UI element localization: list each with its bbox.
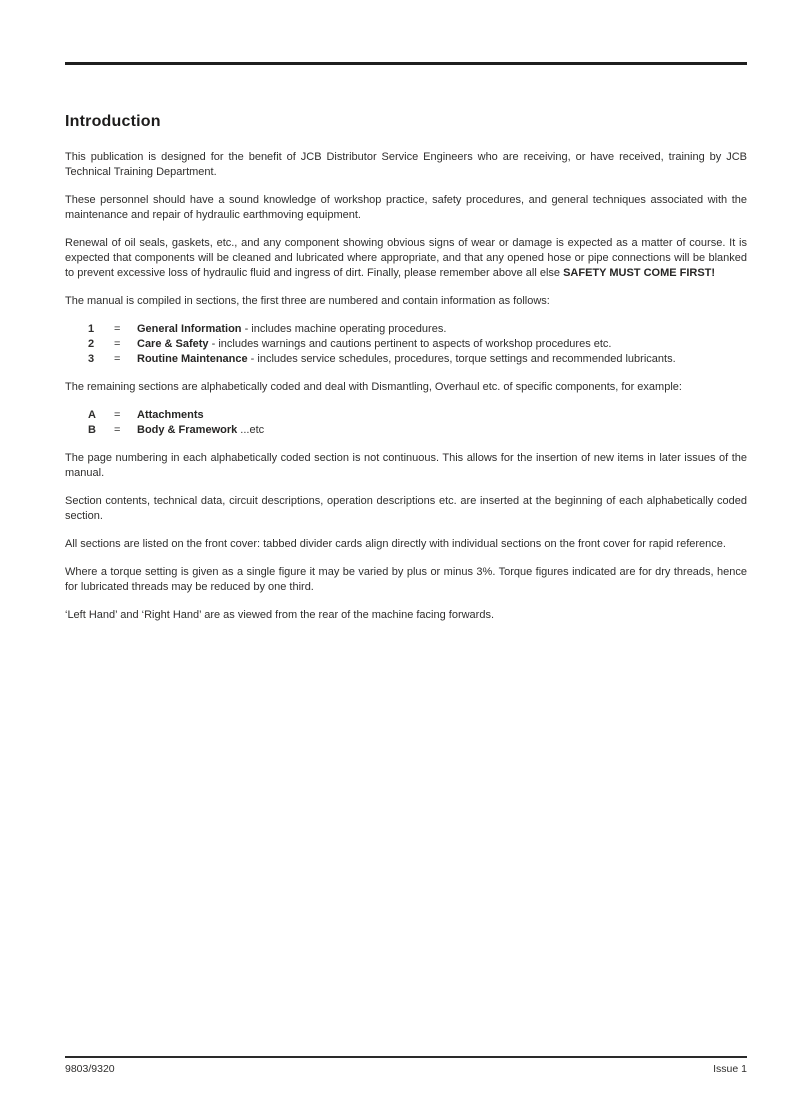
list-item-letter: B: [88, 424, 96, 436]
lettered-section-list: [65, 408, 747, 438]
paragraph-front-cover: All sections are listed on the front cover: tabbed divider cards align directly with individual sections on the front cover for rapid reference.: [65, 538, 726, 550]
list-item-desc: ...etc: [237, 424, 265, 436]
list-item-number: 3: [88, 353, 95, 365]
paragraph-publication: This publication is designed for the benefit of JCB Distributor Service Engineers who are receiving, or have received, training by JCB Technical Training Department.: [65, 151, 747, 178]
list-item-number: 2: [88, 338, 95, 350]
footer-publication-number: 9803/9320: [65, 1063, 115, 1075]
list-item-label: General Information: [137, 323, 242, 335]
list-item-text: [137, 352, 747, 367]
page-title: Introduction: [65, 113, 161, 130]
list-item-attachments: [65, 408, 747, 423]
paragraph-compiled: The manual is compiled in sections, the first three are numbered and contain information as follows:: [65, 295, 550, 307]
list-item-desc: - includes warnings and cautions pertinent to aspects of workshop procedures etc.: [208, 338, 612, 350]
equals-sign: =: [114, 424, 121, 436]
list-item-text: [137, 337, 747, 352]
paragraph-personnel: These personnel should have a sound knowledge of workshop practice, safety procedures, and general techniques associated with the maintenance and repair of hydraulic earthmoving equipment.: [65, 194, 747, 221]
list-item-general-information: [65, 322, 747, 337]
list-item-letter: A: [88, 409, 96, 421]
list-item-text: [137, 408, 747, 423]
footer-rule: [65, 1056, 747, 1058]
top-rule: [65, 62, 747, 65]
list-item-care-safety: [65, 337, 747, 352]
footer: [65, 1062, 747, 1076]
list-item-routine-maintenance: [65, 352, 747, 367]
list-item-label: Attachments: [137, 409, 204, 421]
paragraph-torque: Where a torque setting is given as a single figure it may be varied by plus or minus 3%. Torque figures indicated are for dry threads, hence for lubricated threads may be reduced by one third.: [65, 566, 747, 593]
footer-issue: Issue 1: [713, 1063, 747, 1075]
list-item-label: Routine Maintenance: [137, 353, 248, 365]
numbered-section-list: [65, 322, 747, 367]
list-item-text: [137, 423, 747, 438]
safety-emphasis: SAFETY MUST COME FIRST!: [563, 267, 716, 279]
list-item-desc: - includes service schedules, procedures, torque settings and recommended lubricants.: [247, 353, 676, 365]
paragraph-hands: ‘Left Hand’ and ‘Right Hand’ are as viewed from the rear of the machine facing forwards.: [65, 609, 495, 621]
paragraph-section-contents: Section contents, technical data, circuit descriptions, operation descriptions etc. are inserted at the beginning of each alphabetically coded section.: [65, 495, 747, 522]
equals-sign: =: [114, 323, 121, 335]
list-item-body-framework: [65, 423, 747, 438]
paragraph-renewal-text: Renewal of oil seals, gaskets, etc., and any component showing obvious signs of wear or damage is expected as a matter of course. It is expected that components will be cleaned and lubricated where appropriate, and that any opened hose or pipe connections will be blanked to prevent excessive loss of hydraulic fluid and ingress of dirt. Finally, please remember above all else: [65, 237, 747, 279]
equals-sign: =: [114, 353, 121, 365]
page-content: [65, 112, 747, 636]
equals-sign: =: [114, 338, 121, 350]
list-item-label: Body & Framework: [137, 424, 238, 436]
equals-sign: =: [114, 409, 121, 421]
list-item-text: [137, 322, 747, 337]
list-item-label: Care & Safety: [137, 338, 209, 350]
paragraph-page-numbering: The page numbering in each alphabetically coded section is not continuous. This allows for the insertion of new items in later issues of the manual.: [65, 452, 747, 479]
paragraph-remaining-sections: The remaining sections are alphabetically coded and deal with Dismantling, Overhaul etc. of specific components, for example:: [65, 381, 682, 393]
list-item-number: 1: [88, 323, 95, 335]
list-item-desc: - includes machine operating procedures.: [241, 323, 447, 335]
paragraph-renewal: [65, 236, 747, 281]
